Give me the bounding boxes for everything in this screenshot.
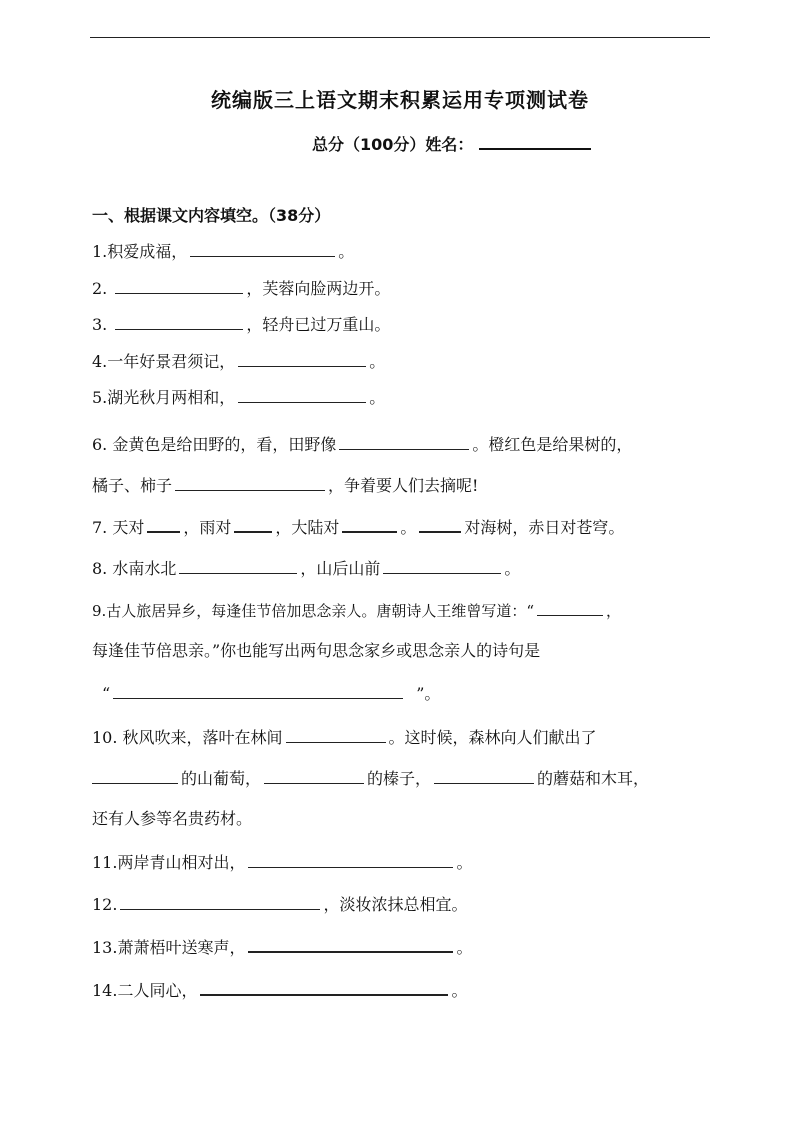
question-text: “ bbox=[102, 684, 111, 703]
answer-blank[interactable] bbox=[342, 515, 397, 533]
question-10-line-2 bbox=[92, 767, 649, 790]
answer-blank[interactable] bbox=[200, 978, 448, 996]
question-text: ， bbox=[605, 602, 621, 620]
question-text: 的榛子， bbox=[367, 769, 432, 788]
question-1 bbox=[92, 240, 354, 263]
answer-blank[interactable] bbox=[339, 433, 469, 450]
question-text: 的蘑菇和木耳， bbox=[537, 769, 650, 788]
answer-blank[interactable] bbox=[383, 557, 501, 574]
question-9-line-1 bbox=[92, 599, 621, 622]
question-6-line-2 bbox=[92, 474, 478, 497]
question-text: ，争着要人们去摘呢! bbox=[328, 476, 479, 495]
question-7 bbox=[92, 515, 624, 539]
question-text: 12. bbox=[92, 895, 118, 914]
question-text: 8. 水南水北 bbox=[92, 559, 177, 578]
name-blank[interactable] bbox=[479, 130, 591, 150]
question-9-line-2 bbox=[92, 640, 540, 662]
answer-blank[interactable] bbox=[190, 240, 335, 257]
question-text: ，大陆对 bbox=[275, 518, 340, 537]
answer-blank[interactable] bbox=[238, 350, 366, 367]
question-5 bbox=[92, 386, 385, 409]
question-text: 。 bbox=[456, 853, 473, 872]
question-10-line-3 bbox=[92, 808, 252, 830]
question-text: 。 bbox=[504, 559, 521, 578]
question-text: ，淡妆浓抹总相宜。 bbox=[323, 895, 468, 914]
score-label: 总分（100分）姓名： bbox=[312, 135, 474, 154]
answer-blank[interactable] bbox=[175, 474, 325, 491]
answer-blank[interactable] bbox=[238, 386, 366, 403]
answer-blank[interactable] bbox=[147, 515, 180, 533]
question-text: ，轻舟已过万重山。 bbox=[246, 315, 391, 334]
question-text: 11.两岸青山相对出， bbox=[92, 853, 246, 872]
answer-blank[interactable] bbox=[248, 935, 453, 953]
question-text: 10. 秋风吹来，落叶在林间 bbox=[92, 728, 283, 747]
answer-blank[interactable] bbox=[286, 726, 386, 743]
question-6-line-1 bbox=[92, 433, 632, 456]
question-text: 。 bbox=[456, 938, 473, 957]
question-14 bbox=[92, 978, 467, 1002]
question-text: ，芙蓉向脸两边开。 bbox=[246, 279, 391, 298]
question-text: 。 bbox=[400, 518, 417, 537]
question-text: 的山葡萄， bbox=[181, 769, 262, 788]
question-text: 橘子、柿子 bbox=[92, 476, 173, 495]
question-text: 对海树，赤日对苍穹。 bbox=[464, 518, 625, 537]
question-text: 5.湖光秋月两相和， bbox=[92, 388, 236, 407]
answer-blank[interactable] bbox=[115, 277, 243, 294]
section-title: 一、根据课文内容填空。（38分） bbox=[92, 206, 331, 225]
question-text: 。 bbox=[369, 388, 386, 407]
question-text: 。橙红色是给果树的， bbox=[472, 435, 633, 454]
question-text: 13.萧萧梧叶送寒声， bbox=[92, 938, 246, 957]
question-12 bbox=[92, 893, 467, 916]
question-text: 1.积爱成福， bbox=[92, 242, 188, 261]
question-9-line-3 bbox=[102, 682, 440, 705]
answer-blank[interactable] bbox=[179, 557, 297, 574]
question-8 bbox=[92, 557, 520, 580]
question-3 bbox=[92, 313, 390, 336]
question-text: 14.二人同心， bbox=[92, 981, 198, 1000]
question-text: 。 bbox=[451, 981, 468, 1000]
question-text: ，山后山前 bbox=[300, 559, 381, 578]
answer-blank[interactable] bbox=[92, 767, 178, 784]
answer-blank[interactable] bbox=[434, 767, 534, 784]
question-13 bbox=[92, 935, 472, 959]
question-text: 2. bbox=[92, 279, 113, 298]
question-text: 6. 金黄色是给田野的，看，田野像 bbox=[92, 435, 337, 454]
question-text: 9.古人旅居异乡，每逢佳节倍加思念亲人。唐朝诗人王维曾写道：“ bbox=[92, 602, 534, 620]
header-rule bbox=[90, 37, 710, 38]
answer-blank[interactable] bbox=[537, 599, 603, 616]
question-11 bbox=[92, 851, 472, 874]
question-4 bbox=[92, 350, 385, 373]
question-2 bbox=[92, 277, 390, 300]
question-text: 。 bbox=[369, 352, 386, 371]
score-name-line bbox=[312, 130, 594, 155]
question-text: ”。 bbox=[416, 684, 441, 703]
question-text: 还有人参等名贵药材。 bbox=[92, 809, 253, 828]
question-10-line-1 bbox=[92, 726, 597, 749]
answer-blank[interactable] bbox=[120, 893, 320, 910]
answer-blank[interactable] bbox=[115, 313, 243, 330]
question-text: 。这时候，森林向人们献出了 bbox=[388, 728, 597, 747]
question-text: 7. 天对 bbox=[92, 518, 145, 537]
answer-blank[interactable] bbox=[248, 851, 453, 868]
question-text: ，雨对 bbox=[183, 518, 232, 537]
question-text: 4.一年好景君须记， bbox=[92, 352, 236, 371]
question-text: 每逢佳节倍思亲。”你也能写出两句思念家乡或思念亲人的诗句是 bbox=[92, 641, 541, 660]
answer-blank[interactable] bbox=[234, 515, 272, 533]
question-text: 。 bbox=[338, 242, 355, 261]
answer-blank[interactable] bbox=[419, 515, 461, 533]
page-title: 统编版三上语文期末积累运用专项测试卷 bbox=[211, 88, 589, 112]
answer-blank[interactable] bbox=[113, 682, 403, 699]
question-text: 3. bbox=[92, 315, 113, 334]
answer-blank[interactable] bbox=[264, 767, 364, 784]
